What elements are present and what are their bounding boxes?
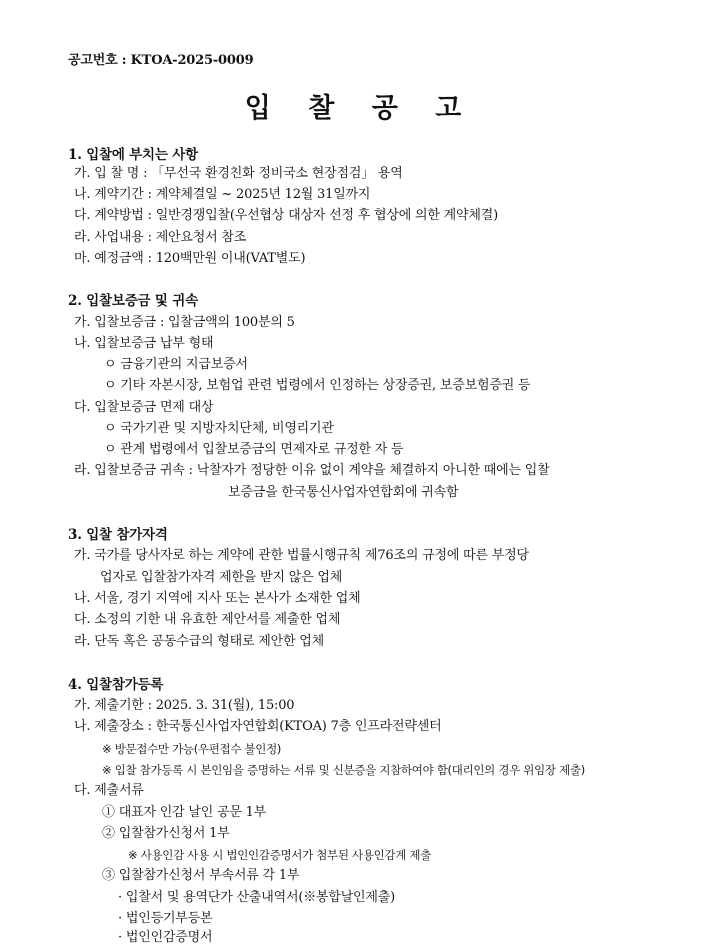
section-3-line-1: 가. 국가를 당사자로 하는 계약에 관한 법률시행규칙 제76조의 규정에 따른 부정당	[74, 548, 529, 563]
section-1-line-4: 라. 사업내용 : 제안요청서 참조	[74, 230, 247, 245]
section-4-line-2: 나. 제출장소 : 한국통신사업자연합회(KTOA) 7층 인프라전략센터	[74, 719, 442, 734]
section-1-line-3: 다. 계약방법 : 일반경쟁입찰(우선협상 대상자 선정 후 협상에 의한 계약체결)	[74, 208, 498, 223]
section-4-line-1: 가. 제출기한 : 2025. 3. 31(월), 15:00	[74, 698, 295, 713]
section-2-heading: 2. 입찰보증금 및 귀속	[68, 293, 198, 309]
section-4-line-11: · 법인등기부등본	[118, 911, 213, 926]
section-2-line-7: ㅇ 관계 법령에서 입찰보증금의 면제자로 규정한 자 등	[104, 442, 404, 457]
section-3-line-3: 나. 서울, 경기 지역에 지사 또는 본사가 소재한 업체	[74, 591, 361, 606]
notice-number: 공고번호 : KTOA-2025-0009	[68, 53, 254, 68]
section-2-line-2: 나. 입찰보증금 납부 형태	[74, 336, 214, 351]
section-4-line-12: · 법인인감증명서	[118, 930, 213, 945]
section-4-line-9: ③ 입찰참가신청서 부속서류 각 1부	[102, 868, 300, 883]
section-3-line-4: 다. 소정의 기한 내 유효한 제안서를 제출한 업체	[74, 612, 341, 627]
section-4-line-6: ① 대표자 인감 날인 공문 1부	[102, 805, 267, 820]
section-4-heading: 4. 입찰참가등록	[68, 677, 164, 693]
section-1-line-5: 마. 예정금액 : 120백만원 이내(VAT별도)	[74, 251, 306, 266]
section-2-line-8: 라. 입찰보증금 귀속 : 낙찰자가 정당한 이유 없이 계약을 체결하지 아니한 때에는 입찰	[74, 463, 550, 478]
section-1-line-1: 가. 입 찰 명 : 「무선국 환경친화 정비국소 현장점검」 용역	[74, 166, 403, 181]
document-title: 입 찰 공 고	[244, 93, 476, 124]
section-2-line-9: 보증금을 한국통신사업자연합회에 귀속함	[228, 485, 459, 500]
section-2-line-4: ㅇ 기타 자본시장, 보험업 관련 법령에서 인정하는 상장증권, 보증보험증권 등	[104, 378, 531, 393]
section-2-line-1: 가. 입찰보증금 : 입찰금액의 100분의 5	[74, 315, 295, 330]
section-4-line-4: ※ 입찰 참가등록 시 본인임을 증명하는 서류 및 신분증을 지참하여야 함(대리인의 경우 위임장 제출)	[102, 763, 585, 777]
section-4-line-10: · 입찰서 및 용역단가 산출내역서(※봉합날인제출)	[118, 890, 396, 905]
section-2-line-5: 다. 입찰보증금 면제 대상	[74, 400, 214, 415]
section-4-line-5: 다. 제출서류	[74, 783, 144, 798]
section-2-line-3: ㅇ 금융기관의 지급보증서	[104, 357, 248, 372]
section-3-line-2: 업자로 입찰참가자격 제한을 받지 않은 업체	[100, 570, 343, 585]
section-4-line-7: ② 입찰참가신청서 1부	[102, 826, 230, 841]
section-3-heading: 3. 입찰 참가자격	[68, 527, 168, 543]
section-1-line-2: 나. 계약기간 : 계약체결일 ~ 2025년 12월 31일까지	[74, 187, 371, 202]
section-3-line-5: 라. 단독 혹은 공동수급의 형태로 제안한 업체	[74, 634, 324, 649]
section-4-line-3: ※ 방문접수만 가능(우편접수 불인정)	[102, 742, 282, 756]
section-1-heading: 1. 입찰에 부치는 사항	[68, 147, 198, 163]
section-2-line-6: ㅇ 국가기관 및 지방자치단체, 비영리기관	[104, 421, 334, 436]
section-4-line-8: ※ 사용인감 사용 시 법인인감증명서가 첨부된 사용인감계 제출	[128, 848, 432, 862]
